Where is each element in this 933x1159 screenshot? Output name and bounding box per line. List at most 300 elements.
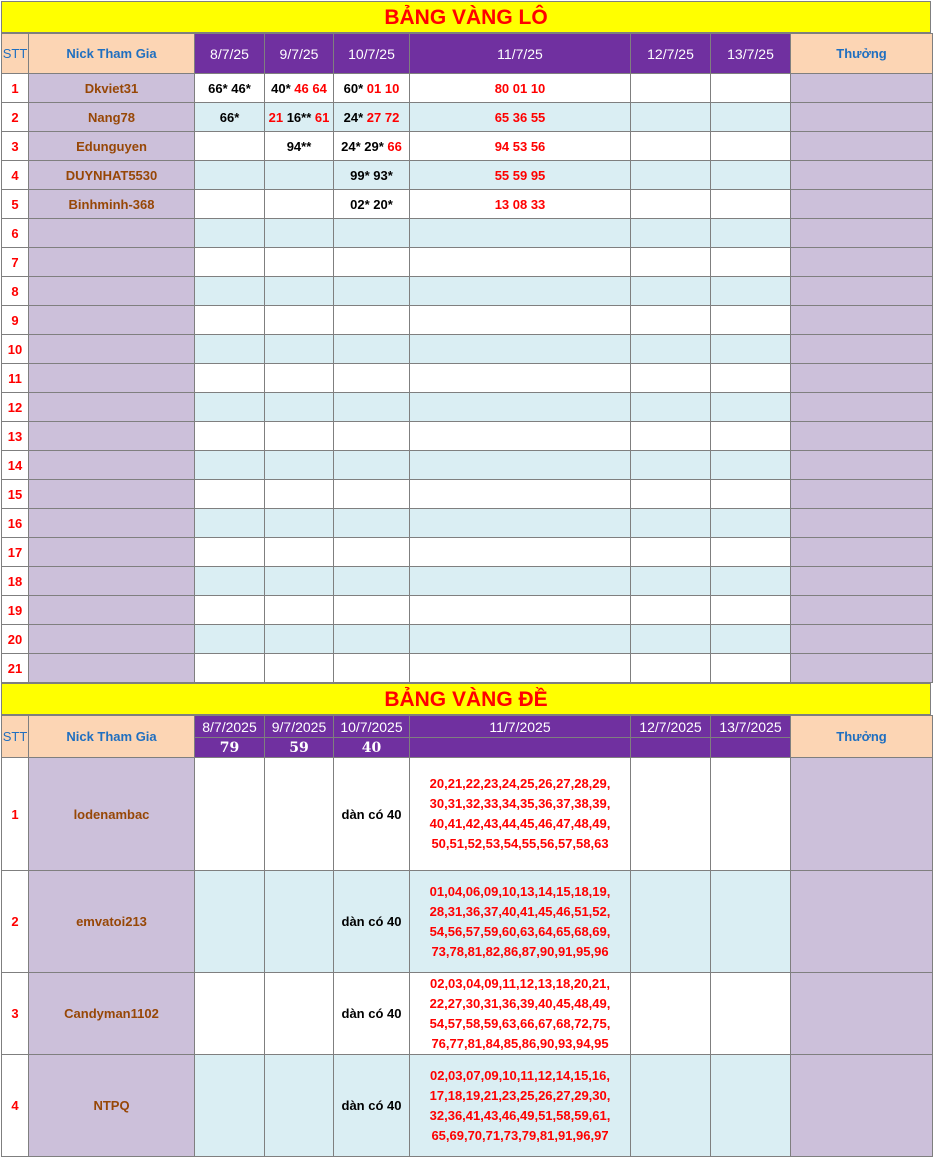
row-nick (29, 393, 195, 422)
lo-number: 16** (286, 109, 315, 125)
row-date-cell (195, 422, 265, 451)
row-reward (791, 509, 933, 538)
row-reward (791, 277, 933, 306)
row-date-cell (631, 190, 711, 219)
table-row (2, 451, 933, 480)
row-date-cell (711, 306, 791, 335)
row-date-cell (410, 219, 631, 248)
row-date-cell (711, 132, 791, 161)
row-reward (791, 335, 933, 364)
row-date-cell (631, 335, 711, 364)
lo-number: 27 72 (366, 109, 400, 125)
row-date-cell (195, 973, 265, 1055)
row-nick (29, 219, 195, 248)
de-header-nick: Nick Tham Gia (29, 716, 195, 758)
row-stt: 5 (2, 190, 29, 219)
de-title: BẢNG VÀNG ĐỀ (1, 683, 931, 715)
row-nick (29, 654, 195, 683)
row-date-cell (265, 74, 334, 103)
row-date-cell (195, 451, 265, 480)
row-nick: Candyman1102 (29, 973, 195, 1055)
row-date-cell (334, 306, 410, 335)
row-nick (29, 364, 195, 393)
lo-number: 46 64 (294, 80, 327, 96)
row-number-list (410, 1055, 631, 1157)
row-reward (791, 1055, 933, 1157)
row-date-cell (265, 364, 334, 393)
row-reward (791, 538, 933, 567)
de-result: 59 (265, 738, 334, 758)
row-date-cell (711, 335, 791, 364)
row-date-cell (711, 103, 791, 132)
de-header-date: 12/7/2025 (631, 716, 711, 738)
row-nick: DUYNHAT5530 (29, 161, 195, 190)
row-date-cell (631, 306, 711, 335)
row-stt: 17 (2, 538, 29, 567)
lo-number: 60* (343, 80, 367, 96)
row-stt: 21 (2, 654, 29, 683)
table-row (2, 306, 933, 335)
row-date-cell (711, 1055, 791, 1157)
table-row (2, 973, 933, 1055)
row-stt: 9 (2, 306, 29, 335)
row-date-cell (334, 538, 410, 567)
lo-number: 94** (286, 138, 312, 154)
de-header-date: 8/7/2025 (195, 716, 265, 738)
row-date-cell (631, 871, 711, 973)
row-date-cell (334, 132, 410, 161)
de-table (1, 715, 933, 1157)
table-row (2, 74, 933, 103)
row-date-cell (410, 654, 631, 683)
row-date-cell (195, 393, 265, 422)
row-date-cell (265, 277, 334, 306)
row-date-cell (711, 161, 791, 190)
row-reward (791, 132, 933, 161)
row-reward (791, 219, 933, 248)
row-date-cell (195, 509, 265, 538)
row-nick: Dkviet31 (29, 74, 195, 103)
row-date-cell (410, 277, 631, 306)
row-date-cell (265, 335, 334, 364)
lo-header-nick: Nick Tham Gia (29, 34, 195, 74)
row-reward (791, 74, 933, 103)
row-date-cell (711, 190, 791, 219)
lo-number: 66* (219, 109, 240, 125)
row-date-cell (265, 393, 334, 422)
row-nick (29, 451, 195, 480)
row-reward (791, 625, 933, 654)
row-date-cell (410, 480, 631, 509)
row-nick (29, 335, 195, 364)
row-reward (791, 654, 933, 683)
number-line: 73,78,81,82,86,87,90,91,95,96 (431, 943, 609, 959)
row-date-cell (195, 364, 265, 393)
row-stt: 14 (2, 451, 29, 480)
row-date-cell (711, 509, 791, 538)
row-stt: 19 (2, 596, 29, 625)
row-date-cell (711, 596, 791, 625)
lo-number: 65 36 55 (494, 109, 546, 125)
row-date-cell (711, 74, 791, 103)
row-date-cell (410, 596, 631, 625)
de-result (410, 738, 631, 758)
row-stt: 18 (2, 567, 29, 596)
table-row (2, 161, 933, 190)
row-date-cell (334, 509, 410, 538)
number-line: 65,69,70,71,73,79,81,91,96,97 (431, 1127, 609, 1143)
row-stt: 20 (2, 625, 29, 654)
row-date-cell (410, 306, 631, 335)
number-line: 50,51,52,53,54,55,56,57,58,63 (431, 836, 609, 851)
row-date-cell (410, 509, 631, 538)
row-nick: Nang78 (29, 103, 195, 132)
row-note: dàn có 40 (334, 973, 410, 1055)
row-date-cell (410, 74, 631, 103)
lo-number: 66* 46* (208, 80, 251, 96)
row-date-cell (711, 248, 791, 277)
row-date-cell (265, 973, 334, 1055)
row-nick: Edunguyen (29, 132, 195, 161)
de-header-date: 13/7/2025 (711, 716, 791, 738)
row-date-cell (195, 248, 265, 277)
table-row (2, 1055, 933, 1157)
de-header-date: 9/7/2025 (265, 716, 334, 738)
de-header-date: 10/7/2025 (334, 716, 410, 738)
row-date-cell (265, 480, 334, 509)
row-date-cell (631, 509, 711, 538)
row-reward (791, 422, 933, 451)
number-line: 54,57,58,59,63,66,67,68,72,75, (429, 1015, 611, 1031)
row-reward (791, 567, 933, 596)
row-date-cell (265, 871, 334, 973)
lo-number: 24* 29* (341, 138, 388, 154)
row-date-cell (195, 596, 265, 625)
lo-number: 94 53 56 (494, 138, 546, 154)
table-row (2, 480, 933, 509)
table-row (2, 393, 933, 422)
row-nick (29, 248, 195, 277)
row-reward (791, 758, 933, 871)
row-date-cell (631, 103, 711, 132)
lo-number: 40* (271, 80, 295, 96)
lo-number: 66 (387, 138, 402, 154)
lo-number: 55 59 95 (494, 167, 546, 183)
lo-number: 24* (343, 109, 367, 125)
row-date-cell (631, 422, 711, 451)
row-date-cell (195, 306, 265, 335)
row-date-cell (631, 973, 711, 1055)
row-stt: 8 (2, 277, 29, 306)
row-note: dàn có 40 (334, 758, 410, 871)
lo-number: 21 (268, 109, 287, 125)
row-date-cell (265, 219, 334, 248)
row-date-cell (631, 654, 711, 683)
row-nick (29, 480, 195, 509)
row-note: dàn có 40 (334, 871, 410, 973)
row-date-cell (195, 567, 265, 596)
de-result: 40 (334, 738, 410, 758)
lo-header-date: 12/7/25 (631, 34, 711, 74)
number-line: 54,56,57,59,60,63,64,65,68,69, (429, 923, 611, 939)
table-row (2, 625, 933, 654)
row-date-cell (631, 758, 711, 871)
row-stt: 11 (2, 364, 29, 393)
number-line: 17,18,19,21,23,25,26,27,29,30, (429, 1087, 611, 1103)
table-row (2, 364, 933, 393)
row-date-cell (334, 277, 410, 306)
number-line: 20,21,22,23,24,25,26,27,28,29, (429, 776, 611, 791)
row-reward (791, 103, 933, 132)
row-nick (29, 567, 195, 596)
row-reward (791, 248, 933, 277)
row-stt: 13 (2, 422, 29, 451)
row-nick (29, 422, 195, 451)
row-stt: 1 (2, 74, 29, 103)
lo-body (2, 74, 933, 683)
row-stt: 12 (2, 393, 29, 422)
row-date-cell (711, 219, 791, 248)
lo-number: 99* 93* (350, 167, 393, 183)
row-date-cell (711, 422, 791, 451)
row-date-cell (265, 306, 334, 335)
row-date-cell (265, 103, 334, 132)
row-date-cell (410, 625, 631, 654)
lo-number: 01 10 (366, 80, 400, 96)
de-header-row (2, 716, 933, 738)
lo-header-reward: Thưởng (791, 34, 933, 74)
row-date-cell (334, 480, 410, 509)
row-nick: NTPQ (29, 1055, 195, 1157)
row-reward (791, 364, 933, 393)
table-row (2, 422, 933, 451)
row-date-cell (265, 422, 334, 451)
row-number-list (410, 871, 631, 973)
row-date-cell (195, 277, 265, 306)
row-date-cell (334, 625, 410, 654)
row-date-cell (195, 654, 265, 683)
table-row (2, 871, 933, 973)
row-date-cell (711, 567, 791, 596)
lo-header-date: 10/7/25 (334, 34, 410, 74)
row-date-cell (631, 1055, 711, 1157)
row-date-cell (410, 364, 631, 393)
row-nick (29, 509, 195, 538)
row-date-cell (631, 74, 711, 103)
table-row (2, 758, 933, 871)
number-line: 01,04,06,09,10,13,14,15,18,19, (429, 883, 611, 899)
row-reward (791, 393, 933, 422)
row-date-cell (631, 538, 711, 567)
table-row (2, 219, 933, 248)
row-date-cell (631, 161, 711, 190)
row-date-cell (195, 132, 265, 161)
row-date-cell (195, 335, 265, 364)
lo-number: 80 01 10 (494, 80, 546, 96)
table-row (2, 132, 933, 161)
de-header-stt: STT (2, 716, 29, 758)
de-result: 79 (195, 738, 265, 758)
row-date-cell (265, 567, 334, 596)
row-date-cell (334, 393, 410, 422)
row-date-cell (410, 132, 631, 161)
lo-number: 13 08 33 (494, 196, 546, 212)
row-date-cell (195, 538, 265, 567)
row-date-cell (334, 335, 410, 364)
row-date-cell (410, 538, 631, 567)
row-date-cell (711, 871, 791, 973)
row-date-cell (334, 654, 410, 683)
table-row (2, 596, 933, 625)
row-date-cell (265, 596, 334, 625)
row-date-cell (711, 393, 791, 422)
row-reward (791, 161, 933, 190)
de-result (711, 738, 791, 758)
number-line: 02,03,07,09,10,11,12,14,15,16, (429, 1067, 610, 1083)
row-date-cell (334, 190, 410, 219)
row-reward (791, 596, 933, 625)
lo-title: BẢNG VÀNG LÔ (1, 1, 931, 33)
row-note: dàn có 40 (334, 1055, 410, 1157)
row-date-cell (711, 538, 791, 567)
row-date-cell (410, 103, 631, 132)
row-date-cell (410, 248, 631, 277)
row-stt: 4 (2, 161, 29, 190)
row-stt: 4 (2, 1055, 29, 1157)
lo-table (1, 33, 933, 683)
lo-header-date: 11/7/25 (410, 34, 631, 74)
row-date-cell (265, 132, 334, 161)
row-date-cell (334, 364, 410, 393)
row-date-cell (711, 364, 791, 393)
lo-number: 02* 20* (350, 196, 393, 212)
row-date-cell (410, 335, 631, 364)
lo-number: 61 (314, 109, 330, 125)
row-date-cell (631, 625, 711, 654)
row-date-cell (195, 625, 265, 654)
row-nick (29, 277, 195, 306)
table-row (2, 538, 933, 567)
row-date-cell (334, 596, 410, 625)
row-date-cell (265, 190, 334, 219)
row-date-cell (195, 1055, 265, 1157)
row-stt: 16 (2, 509, 29, 538)
row-date-cell (334, 219, 410, 248)
number-line: 02,03,04,09,11,12,13,18,20,21, (429, 975, 610, 991)
table-row (2, 335, 933, 364)
row-date-cell (265, 625, 334, 654)
row-date-cell (631, 248, 711, 277)
row-date-cell (265, 161, 334, 190)
row-date-cell (711, 654, 791, 683)
row-date-cell (265, 451, 334, 480)
row-nick: Binhminh-368 (29, 190, 195, 219)
row-date-cell (711, 480, 791, 509)
row-stt: 2 (2, 103, 29, 132)
row-stt: 6 (2, 219, 29, 248)
row-date-cell (334, 422, 410, 451)
row-date-cell (265, 248, 334, 277)
row-nick (29, 538, 195, 567)
row-date-cell (631, 596, 711, 625)
de-header-date: 11/7/2025 (410, 716, 631, 738)
row-date-cell (265, 538, 334, 567)
row-date-cell (410, 422, 631, 451)
de-result (631, 738, 711, 758)
row-nick (29, 306, 195, 335)
row-date-cell (631, 451, 711, 480)
row-date-cell (334, 567, 410, 596)
lo-header-date: 9/7/25 (265, 34, 334, 74)
row-date-cell (631, 132, 711, 161)
row-date-cell (265, 509, 334, 538)
row-date-cell (410, 567, 631, 596)
row-date-cell (711, 973, 791, 1055)
row-reward (791, 190, 933, 219)
row-date-cell (631, 393, 711, 422)
table-row (2, 248, 933, 277)
row-date-cell (631, 277, 711, 306)
row-date-cell (334, 103, 410, 132)
row-reward (791, 871, 933, 973)
row-number-list (410, 758, 631, 871)
table-row (2, 654, 933, 683)
row-stt: 15 (2, 480, 29, 509)
lo-header-stt: STT (2, 34, 29, 74)
table-row (2, 277, 933, 306)
row-date-cell (195, 103, 265, 132)
row-date-cell (631, 219, 711, 248)
row-date-cell (265, 758, 334, 871)
number-line: 76,77,81,84,85,86,90,93,94,95 (431, 1035, 609, 1051)
row-date-cell (195, 74, 265, 103)
de-header-reward: Thưởng (791, 716, 933, 758)
row-reward (791, 306, 933, 335)
row-date-cell (334, 248, 410, 277)
row-date-cell (334, 451, 410, 480)
row-date-cell (195, 161, 265, 190)
row-date-cell (711, 625, 791, 654)
number-line: 30,31,32,33,34,35,36,37,38,39, (429, 796, 611, 811)
row-stt: 10 (2, 335, 29, 364)
row-number-list (410, 973, 631, 1055)
row-nick (29, 596, 195, 625)
row-date-cell (195, 219, 265, 248)
lo-header-date: 13/7/25 (711, 34, 791, 74)
row-reward (791, 973, 933, 1055)
row-date-cell (631, 364, 711, 393)
row-date-cell (334, 74, 410, 103)
row-date-cell (195, 480, 265, 509)
row-nick: lodenambac (29, 758, 195, 871)
table-row (2, 103, 933, 132)
de-body (2, 758, 933, 1157)
row-date-cell (265, 1055, 334, 1157)
row-date-cell (410, 161, 631, 190)
row-date-cell (631, 480, 711, 509)
row-nick (29, 625, 195, 654)
row-nick: emvatoi213 (29, 871, 195, 973)
row-stt: 2 (2, 871, 29, 973)
table-row (2, 509, 933, 538)
row-date-cell (410, 451, 631, 480)
row-date-cell (631, 567, 711, 596)
number-line: 22,27,30,31,36,39,40,45,48,49, (429, 995, 611, 1011)
number-line: 28,31,36,37,40,41,45,46,51,52, (429, 903, 611, 919)
row-stt: 3 (2, 132, 29, 161)
row-date-cell (265, 654, 334, 683)
number-line: 40,41,42,43,44,45,46,47,48,49, (429, 816, 611, 831)
